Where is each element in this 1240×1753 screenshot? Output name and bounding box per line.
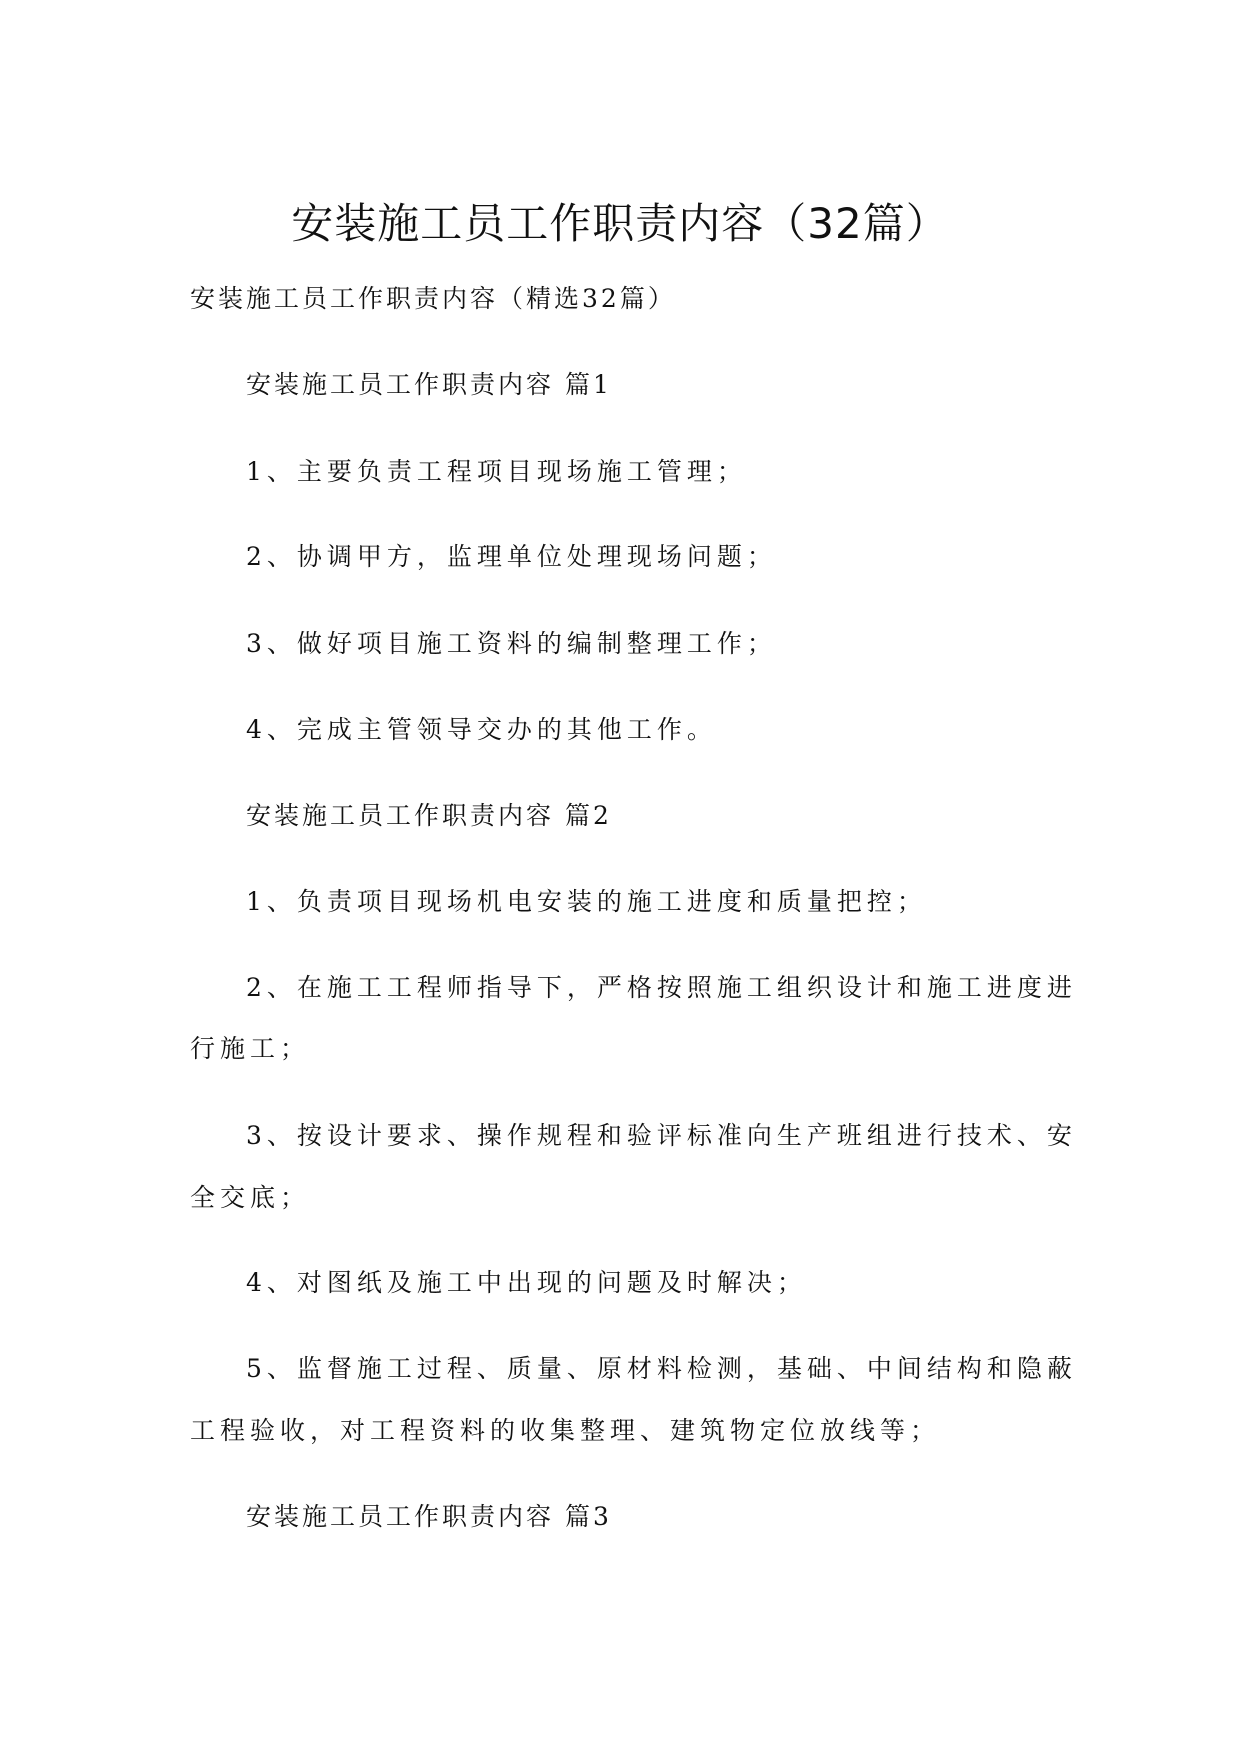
list-item: 2、协调甲方，监理单位处理现场问题；	[246, 542, 777, 571]
list-item: 3、做好项目施工资料的编制整理工作；	[246, 629, 777, 658]
list-item: 4、完成主管领导交办的其他工作。	[246, 715, 717, 744]
list-item: 1、主要负责工程项目现场施工管理；	[246, 457, 747, 486]
list-item-continuation: 全交底；	[190, 1183, 311, 1212]
section-heading: 安装施工员工作职责内容 篇3	[246, 1502, 612, 1531]
list-item: 5、监督施工过程、质量、原材料检测，基础、中间结构和隐蔽	[246, 1354, 1077, 1383]
list-item: 4、对图纸及施工中出现的问题及时解决；	[246, 1268, 807, 1297]
list-item: 1、负责项目现场机电安装的施工进度和质量把控；	[246, 887, 927, 916]
document-title: 安装施工员工作职责内容（32篇）	[291, 199, 949, 248]
list-item: 2、在施工工程师指导下，严格按照施工组织设计和施工进度进	[246, 973, 1077, 1002]
section-heading: 安装施工员工作职责内容 篇2	[246, 801, 612, 830]
document-subtitle: 安装施工员工作职责内容（精选32篇）	[190, 284, 676, 313]
list-item-continuation: 行施工；	[190, 1034, 311, 1063]
section-heading: 安装施工员工作职责内容 篇1	[246, 370, 612, 399]
list-item-continuation: 工程验收，对工程资料的收集整理、建筑物定位放线等；	[190, 1416, 941, 1445]
list-item: 3、按设计要求、操作规程和验评标准向生产班组进行技术、安	[246, 1121, 1077, 1150]
